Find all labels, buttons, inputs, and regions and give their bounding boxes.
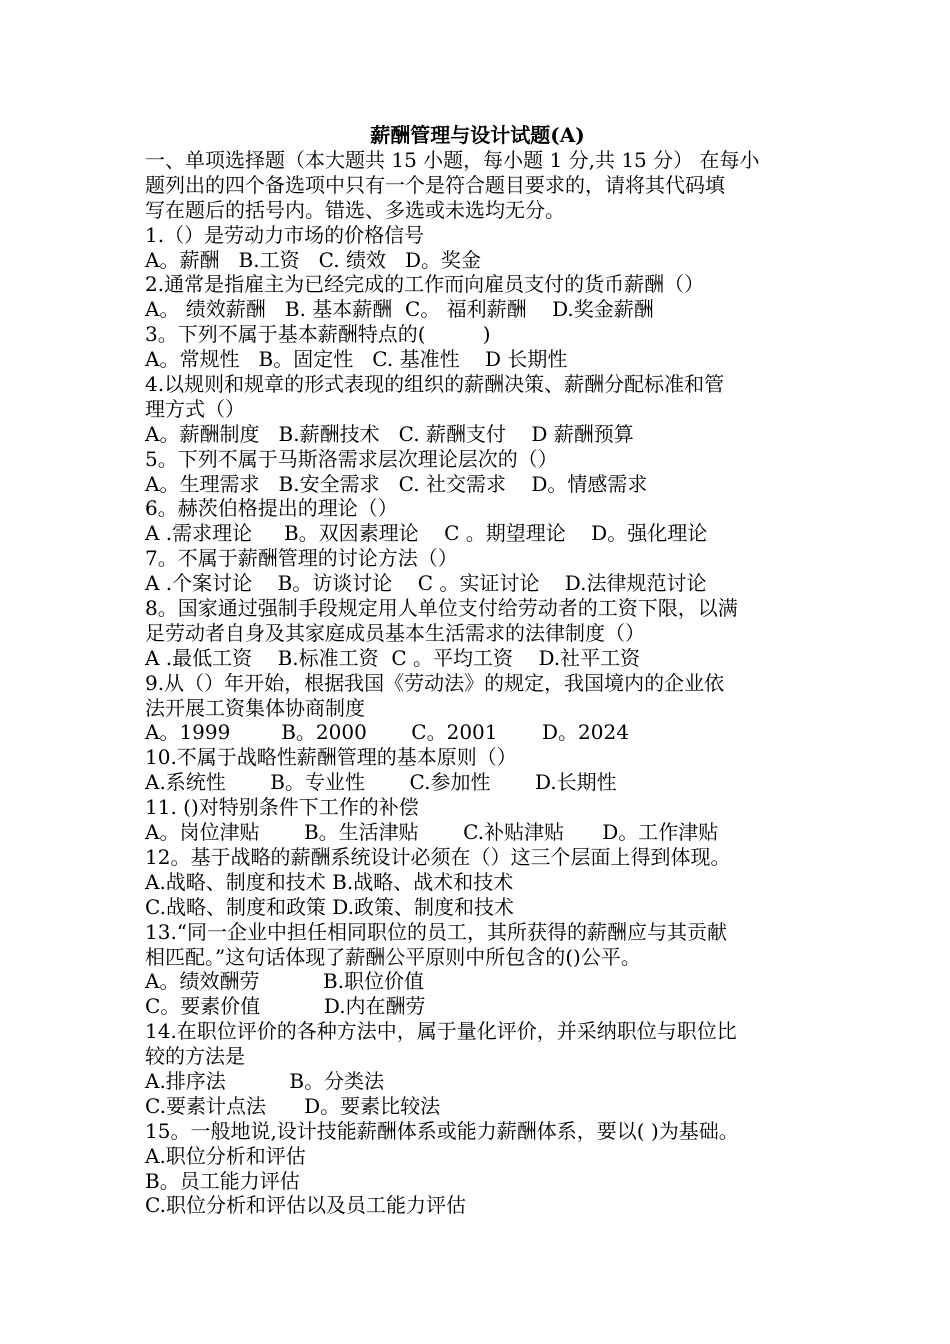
document-body (145, 148, 810, 1218)
text-line: A。绩效酬劳 B.职位价值 (145, 969, 425, 994)
text-line: 足劳动者自身及其家庭成员基本生活需求的法律制度（） (145, 620, 645, 645)
text-line: 较的方法是 (145, 1044, 245, 1069)
text-line: A。1999 B。2000 C。2001 D。2024 (145, 720, 629, 745)
document-page (145, 122, 810, 1218)
text-line: C.要素计点法 D。要素比较法 (145, 1093, 441, 1118)
text-line: 3。下列不属于基本薪酬特点的( ) (145, 322, 491, 347)
text-line: A。薪酬 B.工资 C. 绩效 D。奖金 (145, 247, 482, 272)
text-line: 题列出的四个备选项中只有一个是符合题目要求的，请将其代码填 (145, 172, 725, 197)
text-line: A。薪酬制度 B.薪酬技术 C. 薪酬支付 D 薪酬预算 (145, 421, 634, 446)
text-line: 13.“同一企业中担任相同职位的员工，其所获得的薪酬应与其贡献 (145, 919, 728, 944)
text-line: A.系统性 B。专业性 C.参加性 D.长期性 (145, 770, 617, 795)
text-line: 8。国家通过强制手段规定用人单位支付给劳动者的工资下限，以满 (145, 596, 738, 621)
text-line: 6。赫茨伯格提出的理论（） (145, 496, 398, 521)
text-line: 15。一般地说,设计技能薪酬体系或能力薪酬体系，要以( )为基础。 (145, 1118, 739, 1143)
text-line: C.职位分析和评估以及员工能力评估 (145, 1193, 466, 1218)
text-line: A。常规性 B。固定性 C. 基准性 D 长期性 (145, 347, 568, 372)
text-line: 14.在职位评价的各种方法中，属于量化评价，并采纳职位与职位比 (145, 1019, 737, 1044)
text-line: 1.（）是劳动力市场的价格信号 (145, 222, 425, 247)
text-line: A。 绩效薪酬 B. 基本薪酬 C。 福利薪酬 D.奖金薪酬 (145, 297, 654, 322)
text-line: 一、单项选择题（本大题共 15 小题，每小题 1 分,共 15 分） 在每小 (145, 148, 760, 172)
text-line: 4.以规则和规章的形式表现的组织的薪酬决策、薪酬分配标准和管 (145, 372, 725, 397)
text-line: A.排序法 B。分类法 (145, 1068, 385, 1093)
text-line: 7。不属于薪酬管理的讨论方法（） (145, 546, 458, 571)
text-line: 写在题后的括号内。错选、多选或未选均无分。 (145, 197, 565, 222)
text-line: 9.从（）年开始，根据我国《劳动法》的规定，我国境内的企业依 (145, 670, 725, 695)
text-line: A .个案讨论 B。访谈讨论 C 。实证讨论 D.法律规范讨论 (145, 571, 707, 596)
text-line: 5。下列不属于马斯洛需求层次理论层次的（） (145, 446, 558, 471)
text-line: 10.不属于战略性薪酬管理的基本原则（） (145, 745, 517, 770)
text-line: 2.通常是指雇主为已经完成的工作而向雇员支付的货币薪酬（） (145, 272, 705, 297)
text-line: 11. ()对特别条件下工作的补偿 (145, 795, 419, 820)
text-line: C.战略、制度和政策 D.政策、制度和技术 (145, 894, 514, 919)
text-line: A.职位分析和评估 (145, 1143, 306, 1168)
text-line: A.战略、制度和技术 B.战略、战术和技术 (145, 869, 514, 894)
text-line: C。要素价值 D.内在酬劳 (145, 994, 426, 1019)
text-line: A。生理需求 B.安全需求 C. 社交需求 D。情感需求 (145, 471, 648, 496)
document-title: 薪酬管理与设计试题(A) (370, 123, 585, 147)
text-line: B。员工能力评估 (145, 1168, 300, 1193)
text-line: 相匹配。”这句话体现了薪酬公平原则中所包含的()公平。 (145, 944, 641, 969)
text-line: 12。基于战略的薪酬系统设计必须在（）这三个层面上得到体现。 (145, 844, 731, 869)
text-line: A .最低工资 B.标准工资 C 。平均工资 D.社平工资 (145, 645, 641, 670)
text-line: 理方式（） (145, 396, 245, 421)
text-line: A。岗位津贴 B。生活津贴 C.补贴津贴 D。工作津贴 (145, 820, 719, 845)
text-line: 法开展工资集体协商制度 (145, 695, 365, 720)
text-line: A .需求理论 B。双因素理论 C 。期望理论 D。强化理论 (145, 521, 708, 546)
